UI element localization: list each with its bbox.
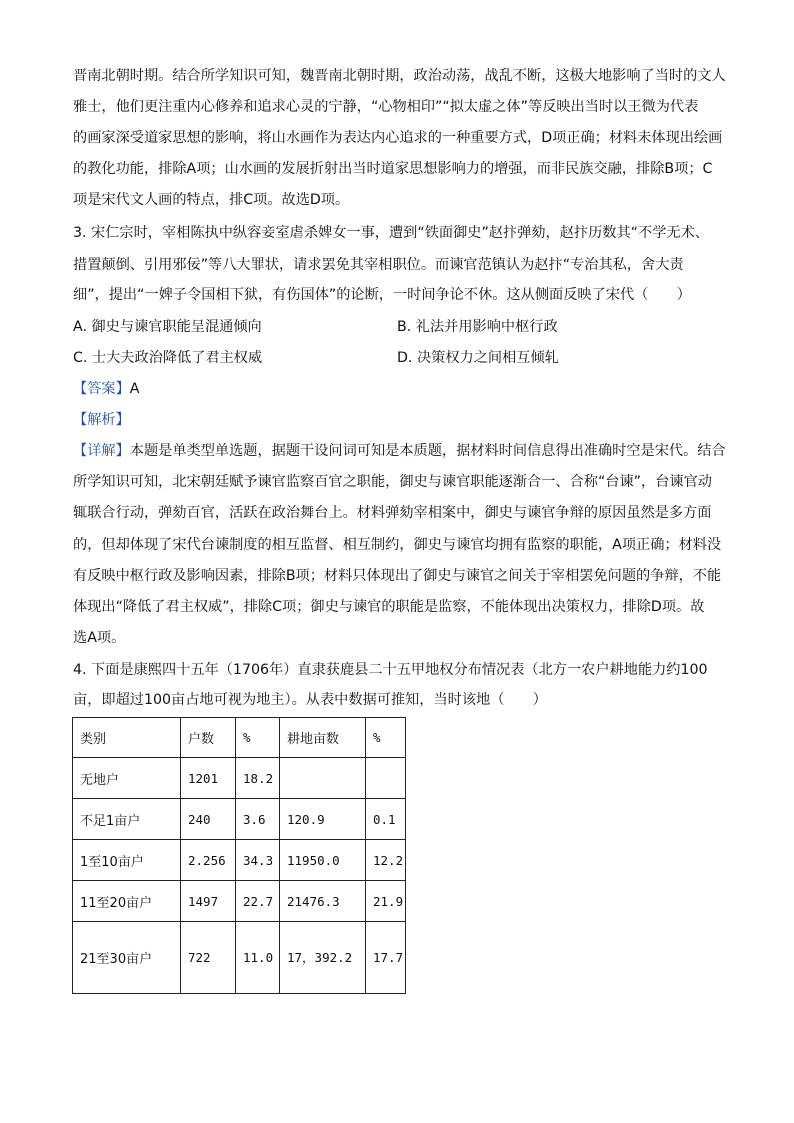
table-cell: 34.3 bbox=[236, 840, 280, 881]
table-cell: 1201 bbox=[181, 758, 236, 799]
detail-line: 选A项。 bbox=[73, 630, 126, 646]
answer-tag: 【答案】 bbox=[73, 381, 130, 397]
table-cell: 17，392.2 bbox=[280, 922, 366, 994]
table-header-cell: % bbox=[236, 718, 280, 758]
table-header-cell: 户数 bbox=[181, 718, 236, 758]
table-cell bbox=[366, 758, 406, 799]
table-cell: 2.256 bbox=[181, 840, 236, 881]
table-cell bbox=[280, 758, 366, 799]
answer-value: A bbox=[129, 381, 140, 397]
table-row bbox=[73, 840, 406, 881]
table-cell: 18.2 bbox=[236, 758, 280, 799]
land-distribution-table bbox=[72, 717, 406, 994]
table-cell: 11至20亩户 bbox=[73, 881, 181, 922]
table-row bbox=[73, 799, 406, 840]
table-cell: 22.7 bbox=[236, 881, 280, 922]
question-stem-line: 措置颠倒、引用邪佞”等八大罪状，请求罢免其宰相职位。而谏官范镇认为赵抃“专治其私，舍大责 bbox=[73, 257, 684, 273]
table-cell: 240 bbox=[181, 799, 236, 840]
analysis-line: 晋南北朝时期。结合所学知识可知，魏晋南北朝时期，政治动荡，战乱不断，这极大地影响了当时的文人 bbox=[73, 68, 726, 84]
table-header-cell: 类别 bbox=[73, 718, 181, 758]
table-cell: 3.6 bbox=[236, 799, 280, 840]
detail-text: 本题是单类型单选题，据题干设问词可知是本质题，据材料时间信息得出准确时空是宋代。结合 bbox=[129, 443, 726, 459]
detail-line: 有反映中枢行政及影响因素，排除B项；材料只体现出了御史与谏官之间关于宰相罢免问题的争辩，不能 bbox=[73, 568, 722, 584]
table-cell: 0.1 bbox=[366, 799, 406, 840]
detail-line: 所学知识可知，北宋朝廷赋予谏官监察百官之职能，御史与谏官职能逐渐合一、合称“台谏”，台谏官动 bbox=[73, 474, 712, 490]
table-row bbox=[73, 922, 406, 994]
analysis-tag: 【解析】 bbox=[73, 412, 130, 428]
table-cell: 17.7 bbox=[366, 922, 406, 994]
option-c: C. 士大夫政治降低了君主权威 bbox=[73, 350, 263, 366]
answer-line bbox=[73, 379, 139, 399]
question-stem-line: 细”，提出“一婢子令国相下狱，有伤国体”的论断，一时间争论不休。这从侧面反映了宋代（ ） bbox=[73, 287, 691, 303]
table-cell: 不足1亩户 bbox=[73, 799, 181, 840]
question-stem-line: 4. 下面是康熙四十五年（1706年）直隶获鹿县二十五甲地权分布情况表（北方一农户耕地能力约100 bbox=[73, 662, 708, 678]
table-cell: 11950.0 bbox=[280, 840, 366, 881]
table-header-cell: % bbox=[366, 718, 406, 758]
table-cell: 11.0 bbox=[236, 922, 280, 994]
table-cell: 1至10亩户 bbox=[73, 840, 181, 881]
option-d: D. 决策权力之间相互倾轧 bbox=[397, 350, 559, 366]
table-cell: 120.9 bbox=[280, 799, 366, 840]
table-cell: 12.2 bbox=[366, 840, 406, 881]
analysis-line: 雅士，他们更注重内心修养和追求心灵的宁静，“心物相印”“拟太虚之体”等反映出当时以王微为代表 bbox=[73, 99, 699, 115]
table-cell: 21476.3 bbox=[280, 881, 366, 922]
option-a: A. 御史与谏官职能呈混通倾向 bbox=[73, 319, 262, 335]
detail-line: 体现出“降低了君主权威”，排除C项；御史与谏官的职能是监察，不能体现出决策权力，排除D项。故 bbox=[73, 599, 705, 615]
table-cell: 21.9 bbox=[366, 881, 406, 922]
table-cell: 722 bbox=[181, 922, 236, 994]
option-b: B. 礼法并用影响中枢行政 bbox=[397, 319, 558, 335]
analysis-line: 的画家深受道家思想的影响，将山水画作为表达内心追求的一种重要方式，D项正确；材料未体现出绘画 bbox=[73, 130, 723, 146]
question-stem-line: 亩，即超过100亩占地可视为地主）。从表中数据可推知，当时该地（ ） bbox=[73, 692, 547, 708]
analysis-heading bbox=[73, 410, 130, 430]
detail-line: 的，但却体现了宋代台谏制度的相互监督、相互制约，御史与谏官均拥有监察的职能，A项正确；材料没 bbox=[73, 537, 722, 553]
table-header-cell: 耕地亩数 bbox=[280, 718, 366, 758]
table-cell: 21至30亩户 bbox=[73, 922, 181, 994]
table-cell: 无地户 bbox=[73, 758, 181, 799]
table-header-row bbox=[73, 718, 406, 758]
question-stem-line: 3. 宋仁宗时，宰相陈执中纵容妾室虐杀婢女一事，遭到“铁面御史”赵抃弹劾，赵抃历数其“不学无术、 bbox=[73, 225, 709, 241]
detail-tag: 【详解】 bbox=[73, 443, 130, 459]
table-cell: 1497 bbox=[181, 881, 236, 922]
table-row bbox=[73, 881, 406, 922]
table-row bbox=[73, 758, 406, 799]
detail-line bbox=[73, 441, 726, 461]
analysis-line: 的教化功能，排除A项；山水画的发展折射出当时道家思想影响力的增强，而非民族交融，排除B项；C bbox=[73, 161, 713, 177]
detail-line: 辄联合行动，弹劾百官，活跃在政治舞台上。材料弹劾宰相案中，御史与谏官争辩的原因虽然是多方面 bbox=[73, 505, 712, 521]
analysis-line: 项是宋代文人画的特点，排C项。故选D项。 bbox=[73, 192, 350, 208]
